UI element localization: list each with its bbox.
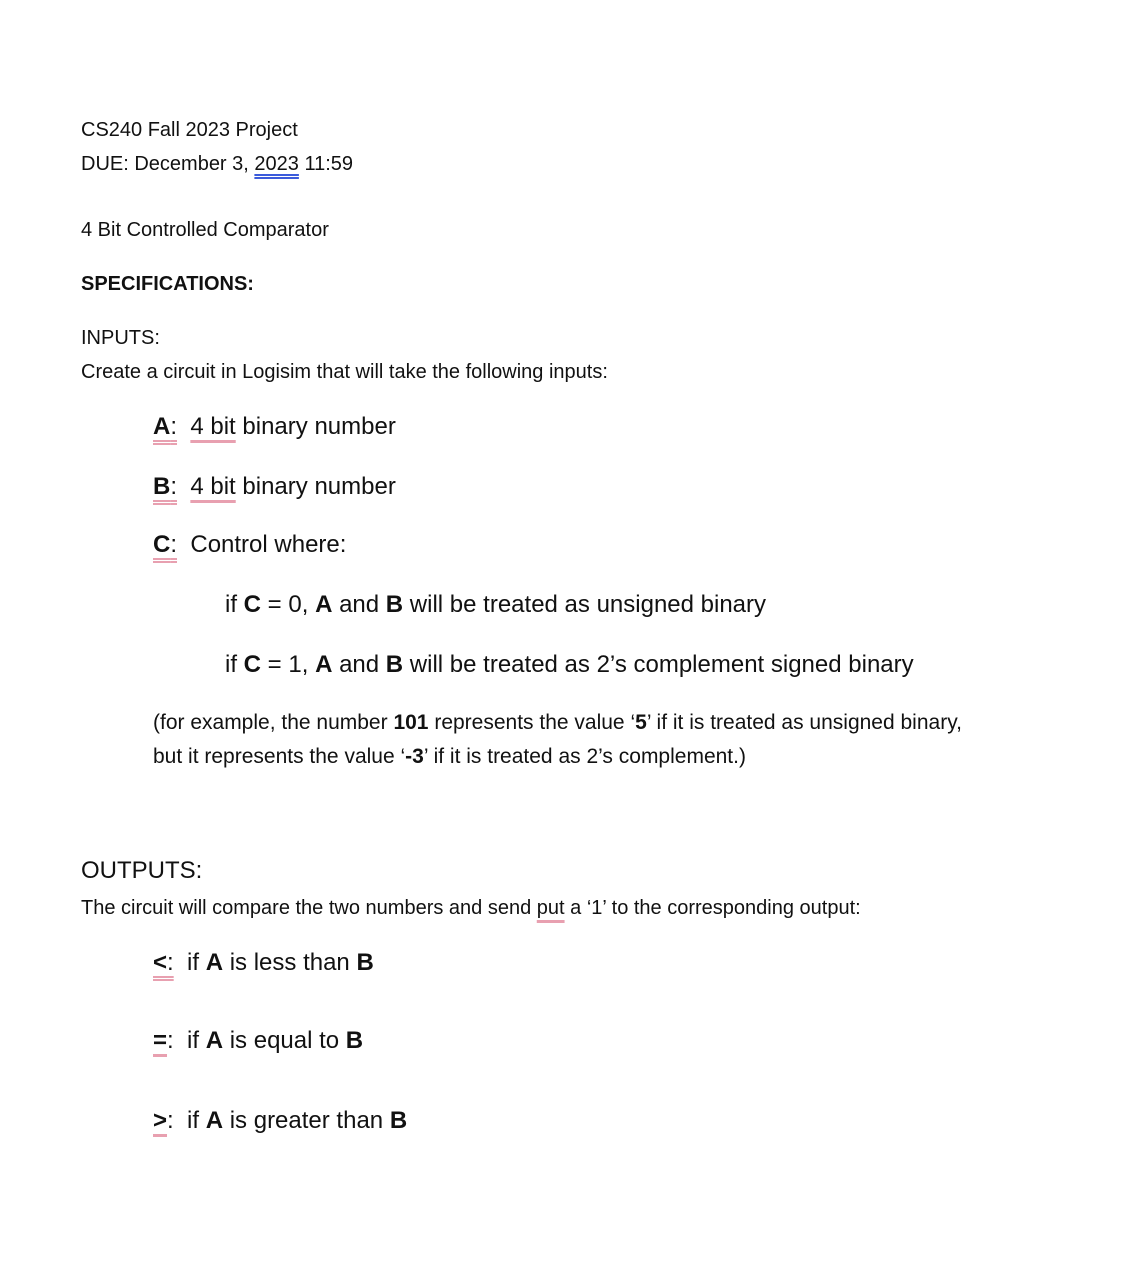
input-desc-b: binary number (235, 473, 396, 500)
inputs-intro: Create a circuit in Logisim that will take the following inputs: (81, 361, 608, 383)
condition-unsigned: if C = 0, A and B will be treated as unsigned binary (225, 591, 767, 618)
input-item-b (153, 475, 396, 499)
due-time: 11:59 (298, 153, 354, 175)
input-text-a: 4 bit (190, 413, 236, 440)
input-label-c: C (153, 531, 171, 558)
input-colon-b: : (170, 473, 178, 500)
example-line-1: (for example, the number 101 represents the value ‘5’ if it is treated as unsigned binary, (153, 711, 962, 734)
input-item-a (153, 415, 396, 439)
input-desc-a: binary number (235, 413, 396, 440)
outputs-heading: OUTPUTS: (81, 857, 203, 884)
input-label-a: A (153, 413, 171, 440)
due-date (81, 154, 353, 174)
inputs-heading: INPUTS: (81, 327, 160, 349)
output-symbol-greater: > (153, 1107, 168, 1134)
input-colon-c: : (170, 531, 178, 558)
due-prefix: DUE: December 3, (81, 153, 255, 175)
example-line-2: but it represents the value ‘-3’ if it is treated as 2’s complement.) (153, 745, 746, 768)
output-symbol-less: < (153, 949, 168, 976)
input-text-c: Control where: (190, 531, 347, 558)
condition-signed: if C = 1, A and B will be treated as 2’s complement signed binary (225, 651, 914, 678)
output-item-less: <: if A is less than B (153, 949, 374, 976)
due-year: 2023 (254, 153, 299, 175)
output-item-equal: =: if A is equal to B (153, 1027, 364, 1054)
output-symbol-equal: = (153, 1027, 168, 1054)
course-title: CS240 Fall 2023 Project (81, 119, 298, 141)
outputs-intro: The circuit will compare the two numbers and send put a ‘1’ to the corresponding output: (81, 897, 861, 919)
input-label-b: B (153, 473, 171, 500)
project-title: 4 Bit Controlled Comparator (81, 219, 329, 241)
output-item-greater: >: if A is greater than B (153, 1107, 408, 1134)
input-text-b: 4 bit (190, 473, 236, 500)
input-colon-a: : (170, 413, 178, 440)
input-item-c (153, 533, 346, 557)
specifications-heading: SPECIFICATIONS: (81, 273, 254, 295)
